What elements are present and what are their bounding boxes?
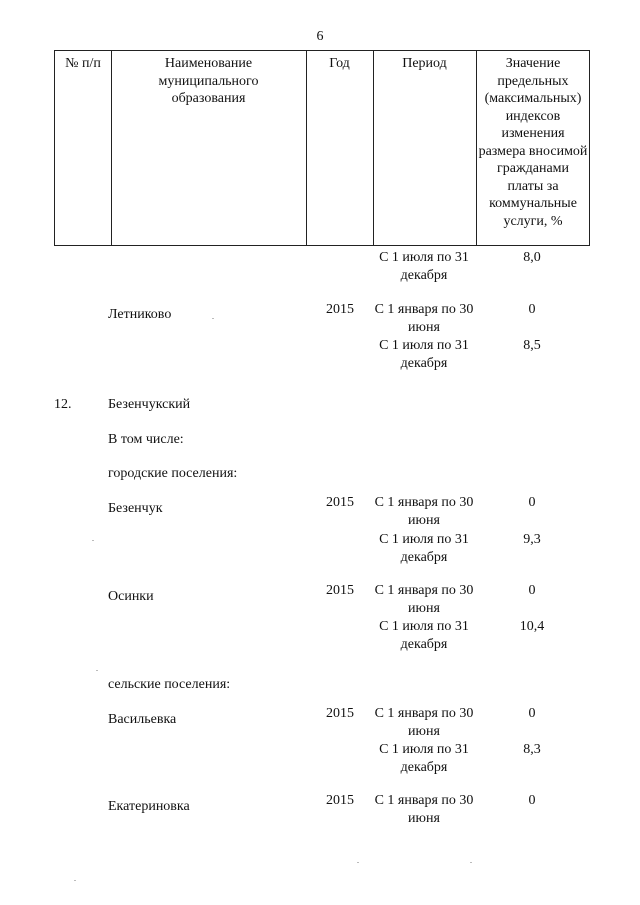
bezenchuk-value-2: 9,3	[523, 532, 541, 547]
scan-speck	[92, 540, 94, 541]
continued-value: 8,0	[523, 250, 541, 265]
header-number: № п/п	[65, 56, 101, 71]
header-period: Период	[402, 56, 447, 71]
header-municipality: Наименование муниципального образования	[158, 56, 259, 106]
section-number: 12.	[54, 397, 72, 412]
vasilyevka-value-1: 0	[528, 706, 536, 721]
bezenchuk-period-1: С 1 января по 30 июня	[374, 495, 474, 528]
bezenchuk-value-1: 0	[528, 495, 536, 510]
section-name: Безенчукский	[108, 397, 191, 412]
including-label: В том числе:	[108, 432, 184, 447]
ekaterinovka-value-1: 0	[528, 793, 536, 808]
letnikovo-period-2: С 1 июля по 31 декабря	[379, 338, 469, 371]
letnikovo-year: 2015	[326, 302, 354, 317]
header-value: Значение предельных (максимальных) индексов изменения размера вносимой гражданами платы за коммунальные услуги, %	[478, 56, 588, 229]
bezenchuk-year: 2015	[326, 495, 354, 510]
page-number: 6	[316, 29, 324, 44]
scan-speck	[357, 862, 359, 863]
osinki-value-2: 10,4	[519, 619, 545, 634]
ekaterinovka-year: 2015	[326, 793, 354, 808]
osinki-period-2: С 1 июля по 31 декабря	[379, 619, 469, 652]
vasilyevka-value-2: 8,3	[523, 742, 541, 757]
osinki-name: Осинки	[108, 589, 154, 604]
letnikovo-name: Летниково	[108, 307, 172, 322]
osinki-value-1: 0	[528, 583, 536, 598]
bezenchuk-period-2: С 1 июля по 31 декабря	[379, 532, 469, 565]
scan-speck	[96, 670, 98, 671]
scan-speck	[212, 318, 214, 319]
scan-speck	[470, 862, 472, 863]
osinki-period-1: С 1 января по 30 июня	[374, 583, 474, 616]
osinki-year: 2015	[326, 583, 354, 598]
rural-settlements-label: сельские поселения:	[108, 677, 231, 692]
letnikovo-value-2: 8,5	[523, 338, 541, 353]
ekaterinovka-period-1: С 1 января по 30 июня	[374, 793, 474, 826]
letnikovo-value-1: 0	[528, 302, 536, 317]
scan-speck	[74, 880, 76, 881]
letnikovo-period-1: С 1 января по 30 июня	[374, 302, 474, 335]
vasilyevka-period-2: С 1 июля по 31 декабря	[379, 742, 469, 775]
vasilyevka-name: Васильевка	[108, 712, 177, 727]
continued-period: С 1 июля по 31 декабря	[379, 250, 469, 283]
urban-settlements-label: городские поселения:	[108, 466, 238, 481]
vasilyevka-period-1: С 1 января по 30 июня	[374, 706, 474, 739]
bezenchuk-name: Безенчук	[108, 501, 163, 516]
header-year: Год	[329, 56, 350, 71]
table-header	[54, 50, 590, 246]
vasilyevka-year: 2015	[326, 706, 354, 721]
ekaterinovka-name: Екатериновка	[108, 799, 190, 814]
